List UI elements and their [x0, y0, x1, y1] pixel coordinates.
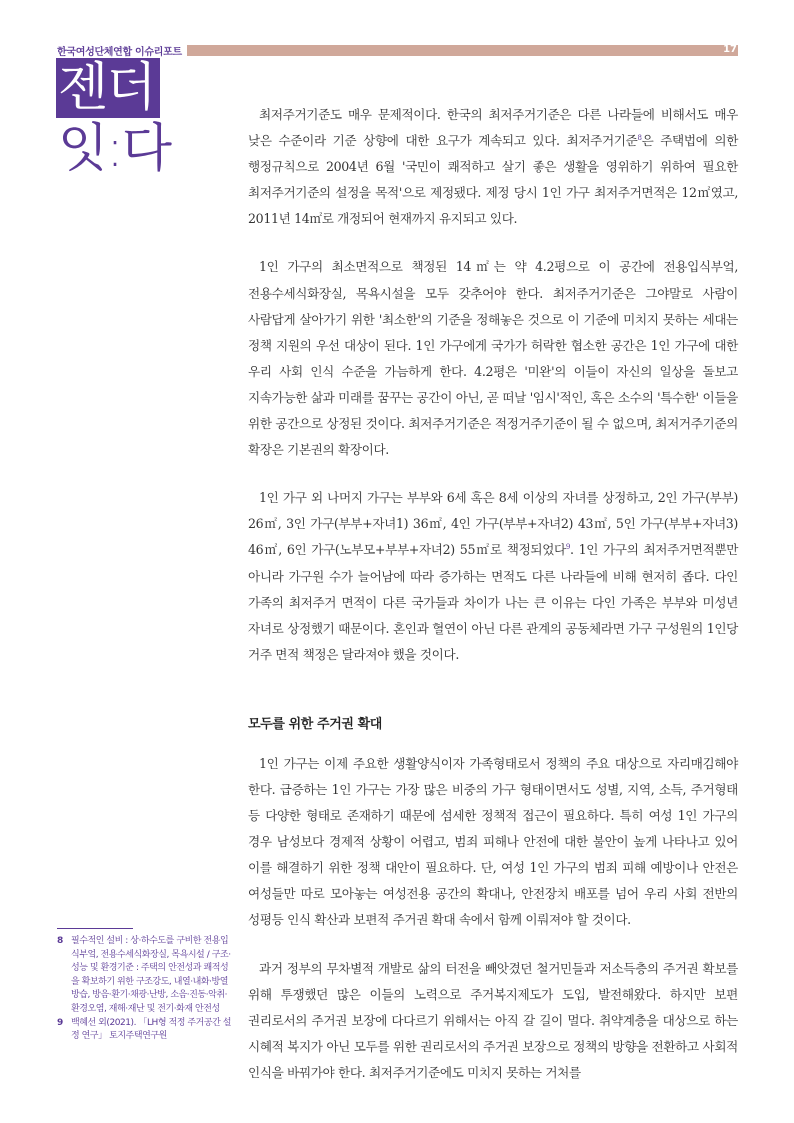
footnote-number: 8 [57, 936, 63, 946]
paragraph: 1인 가구 외 나머지 가구는 부부와 6세 혹은 8세 이상의 자녀를 상정하고, 2인 가구(부부) 26㎡, 3인 가구(부부+자녀1) 36㎡, 4인 가구(부부+자녀2) 43㎡, 5인 가구(부부+자녀3) 46㎡, 6인 가구(노부모+부부+자녀2) 55㎡로 책정되었다$^9$. 1인 가구의 최저주거면적뿐만 아니라 가구원 수가 늘어남에 따라 증가하는 면적도 다른 나라들에 비해 현저히 좁다. 다인 가족의 최저주거 면적이 다른 국가들과 차이가 나는 큰 이유는 다인 가족은 부부와 미성년 자녀로 상정했기 때문이다. 혼인과 혈연이 아닌 다른 관계의 공동체라면 가구 구성원의 1인당 거주 면적 책정은 달라져야 했을 것이다. [248, 490, 739, 662]
logo-line-1: 젠더 [56, 58, 160, 118]
footnote-ref[interactable]: 9 [565, 543, 570, 552]
footnote-ref[interactable]: 8 [637, 133, 642, 142]
gender-itda-logo [56, 58, 170, 180]
logo-line-2: 잇:다 [58, 119, 170, 179]
footnote-item [57, 1017, 233, 1044]
footnote-text: 필수적인 설비 : 상·하수도를 구비한 전용입식부엌, 전용수세식화장실, 목욕시설 / 구조·성능 및 환경기준 : 주택의 안전성과 쾌적성을 확보하기 위한 구조강도, 내열·내화·방열 방습, 방음·환기·채광·난방, 소음·진동·악취·환경오염, 재해·재난 및 전기·화재 안전성 [71, 936, 231, 1014]
footnote-divider [57, 928, 133, 929]
section-heading: 모두를 위한 주거권 확대 [248, 716, 382, 732]
report-series-label: 한국여성단체연합 이슈리포트 [57, 47, 182, 58]
footnote-item [57, 935, 233, 1017]
paragraph: 과거 정부의 무차별적 개발로 삶의 터전을 빼앗겼던 철거민들과 저소득층의 주거권 확보를 위해 투쟁했던 많은 이들의 노력으로 주거복지제도가 도입, 발전해왔다. 하지만 보편 권리로서의 주거권 보장에 다다르기 위해서는 아직 갈 길이 멀다. 취약계층을 대상으로 하는 시혜적 복지가 아닌 모두를 위한 권리로서의 주거권 보장으로 정책의 방향을 전환하고 사회적 인식을 바꿔가야 한다. 최저주거기준에도 미치지 못하는 거처를 [248, 960, 738, 1080]
footnote-text: 백혜선 외(2021). 「LH형 적정 주거공간 설정 연구」 토지주택연구원 [71, 1017, 232, 1042]
paragraph: 1인 가구는 이제 주요한 생활양식이자 가족형태로서 정책의 주요 대상으로 자리매김해야 한다. 급증하는 1인 가구는 가장 많은 비중의 가구 형태이면서도 성별, 지역, 소득, 주거형태 등 다양한 형태로 존재하기 때문에 섬세한 정책적 접근이 필요하다. 특히 여성 1인 가구의 경우 남성보다 경제적 상황이 어렵고, 범죄 피해나 안전에 대한 불안이 높게 나타나고 있어 이를 해결하기 위한 정책 대안이 필요하다. 단, 여성 1인 가구의 범죄 피해 예방이나 안전은 여성들만 따로 모아놓는 여성전용 공간의 확대나, 안전장치 배포를 넘어 우리 사회 전반의 성평등 인식 확산과 보편적 주거권 확대 속에서 함께 이뤄져야 할 것이다. [248, 755, 738, 928]
header-bar [187, 45, 738, 56]
footnote-number: 9 [57, 1017, 63, 1028]
page-number: 17 [723, 44, 737, 55]
paragraph: 1인 가구의 최소면적으로 책정된 14㎡는 약 4.2평으로 이 공간에 전용입식부엌, 전용수세식화장실, 목욕시설을 모두 갖추어야 한다. 최저주거기준은 그야말로 사람이 사람답게 살아가기 위한 '최소한'의 기준을 정해놓은 것으로 이 기준에 미치지 못하는 세대는 정책 지원의 우선 대상이 된다. 1인 가구에게 국가가 허락한 협소한 공간은 1인 가구에 대한 우리 사회 인식 수준을 가늠하게 한다. 4.2평은 '미완'의 이들이 자신의 일상을 돌보고 지속가능한 삶과 미래를 꿈꾸는 공간이 아닌, 곧 떠날 '임시'적인, 혹은 소수의 '특수한' 이들을 위한 공간으로 상정된 것이다. 최저주거기준은 적정거주기준이 될 수 없으며, 최저거주기준의 확장은 기본권의 확장이다. [248, 259, 738, 458]
article-body [248, 102, 738, 1086]
paragraph: 최저주거기준도 매우 문제적이다. 한국의 최저주거기준은 다른 나라들에 비해서도 매우 낮은 수준이라 기준 상향에 대한 요구가 계속되고 있다. 최저주거기준$^8$은 주택법에 의한 행정규칙으로 2004년 6월 '국민이 쾌적하고 살기 좋은 생활을 영위하기 위하여 필요한 최저주거기준의 설정을 목적'으로 제정됐다. 제정 당시 1인 가구 최저주거면적은 12㎡였고, 2011년 14㎡로 개정되어 현재까지 유지되고 있다. [248, 107, 739, 227]
footnotes [57, 935, 233, 1044]
